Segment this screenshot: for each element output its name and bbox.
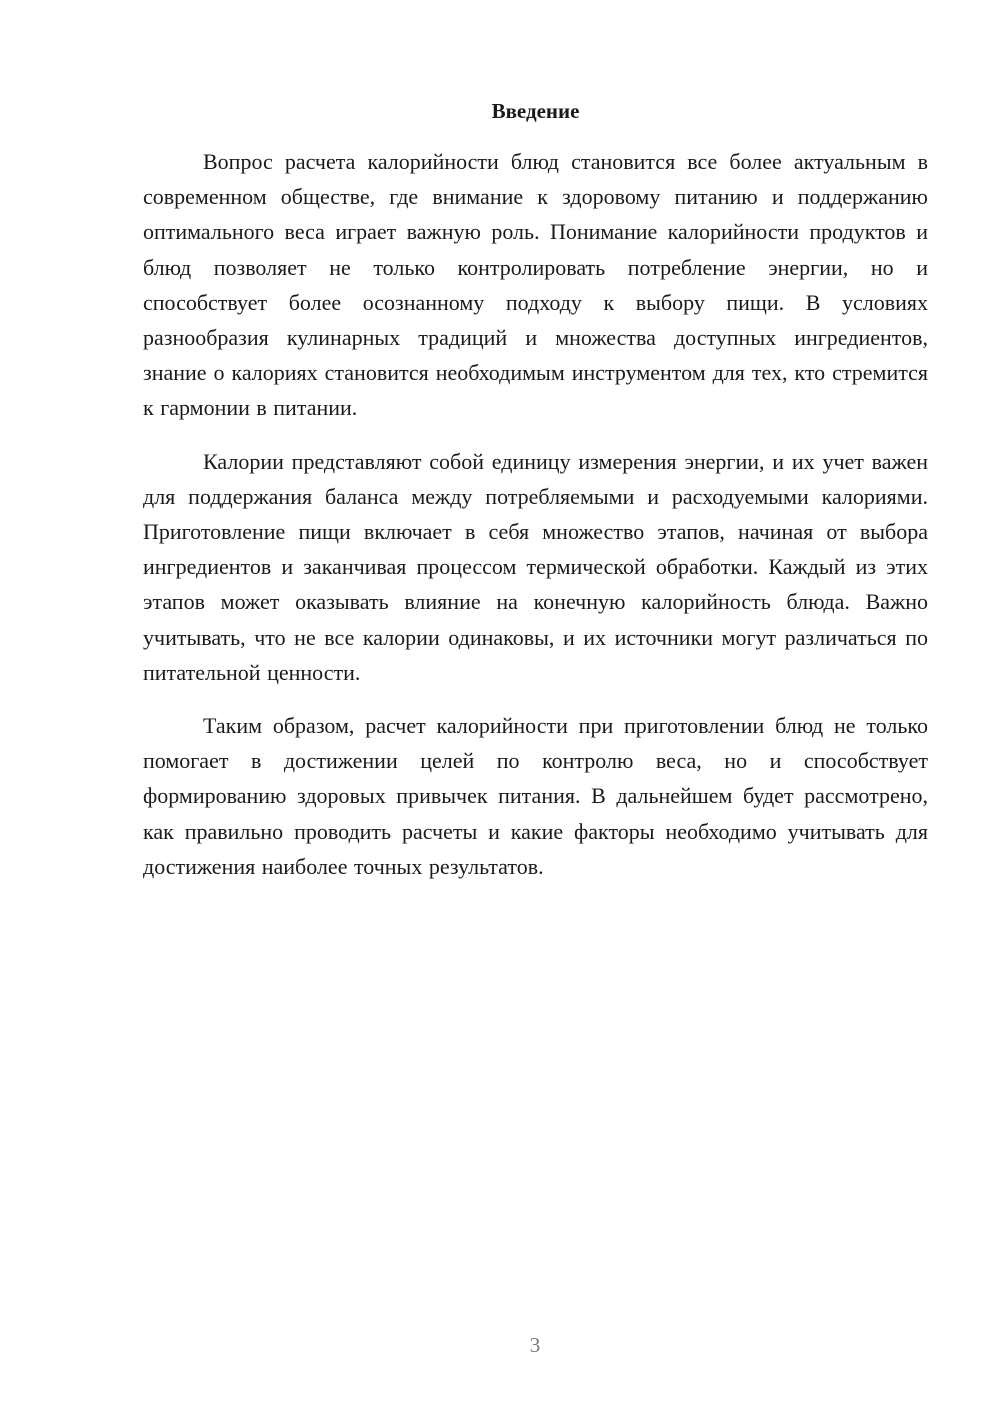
paragraph-1: Вопрос расчета калорийности блюд становится все более актуальным в современном обществе, где внимание к здоровому питанию и поддержанию оптимального веса играет важную роль. Понимание калорийности продуктов и блюд позволяет не только контролировать потребление энергии, но и способствует более осознанному подходу к выбору пищи. В условиях разнообразия кулинарных традиций и множества доступных ингредиентов, знание о калориях становится необходимым инструментом для тех, кто стремится к гармонии в питании. [143, 149, 928, 421]
section-heading: Введение [491, 99, 580, 123]
paragraph-3: Таким образом, расчет калорийности при приготовлении блюд не только помогает в достижении целей по контролю веса, но и способствует формированию здоровых привычек питания. В дальнейшем будет рассмотрено, как правильно проводить расчеты и какие факторы необходимо учитывать для достижения наиболее точных результатов. [143, 713, 928, 879]
page-content [143, 95, 928, 902]
paragraph-2: Калории представляют собой единицу измерения энергии, и их учет важен для поддержания баланса между потребляемыми и расходуемыми калориями. Приготовление пищи включает в себя множество этапов, начиная от выбора ингредиентов и заканчивая процессом термической обработки. Каждый из этих этапов может оказывать влияние на конечную калорийность блюда. Важно учитывать, что не все калории одинаковы, и их источники могут различаться по питательной ценности. [143, 448, 928, 685]
page-number: 3 [529, 1333, 541, 1357]
